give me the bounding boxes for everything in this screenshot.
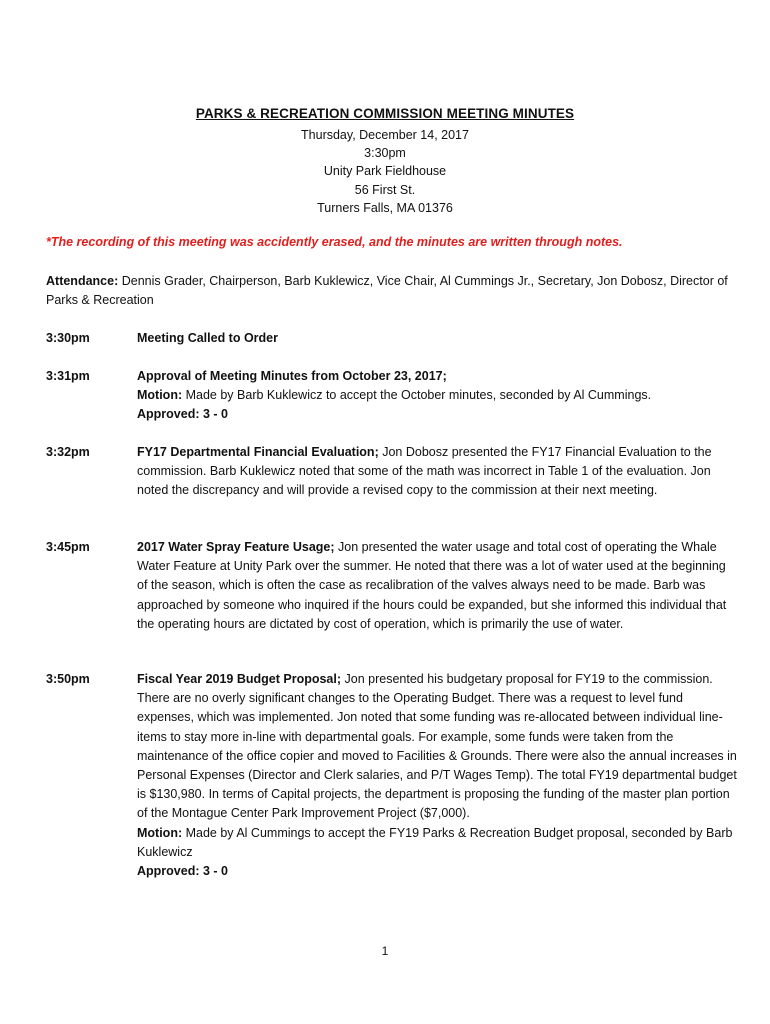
item-text: Jon presented the water usage and total cost of operating the Whale Water Feature at Unity Park over the summer. He noted that there was a lot of water used at the beginning of the season, which is often the case as recalibration of the valves always need to be made. Barb was approached by someone who inquired if the hours could be expanded, but she informed this individual that the operating hours are dictated by cost of operation, which is primarily the use of water.	[137, 540, 727, 631]
item-approved: Approved: 3 - 0	[137, 864, 228, 879]
attendance-text: Dennis Grader, Chairperson, Barb Kuklewicz, Vice Chair, Al Cummings Jr., Secretary, Jon Dobosz, Director of Parks & Recreation	[46, 274, 728, 307]
meeting-venue: Unity Park Fieldhouse	[323, 164, 447, 179]
item-heading: Meeting Called to Order	[137, 331, 278, 345]
recording-note: *The recording of this meeting was accidently erased, and the minutes are written through notes.	[46, 235, 623, 249]
document-title: PARKS & RECREATION COMMISSION MEETING MINUTES	[195, 106, 575, 121]
item-approved: Approved: 3 - 0	[137, 407, 228, 422]
item-time: 3:50pm	[46, 672, 90, 686]
page-number: 1	[381, 944, 389, 958]
meeting-city: Turners Falls, MA 01376	[317, 200, 453, 215]
item-body	[137, 329, 737, 348]
item-motion	[137, 824, 737, 862]
item-heading: FY17 Departmental Financial Evaluation;	[137, 445, 379, 459]
motion-text: Made by Barb Kuklewicz to accept the October minutes, seconded by Al Cummings.	[185, 388, 652, 403]
item-body	[137, 538, 737, 634]
item-text: Jon Dobosz presented the FY17 Financial Evaluation to the commission. Barb Kuklewicz noted that some of the math was incorrect in Table 1 of the evaluation. Jon noted the discrepancy and will provide a revised copy to the commission at their next meeting.	[137, 445, 712, 498]
item-heading: 2017 Water Spray Feature Usage;	[137, 540, 335, 554]
meeting-header	[0, 126, 770, 217]
motion-text: Made by Al Cummings to accept the FY19 Parks & Recreation Budget proposal, seconded by Barb Kuklewicz	[137, 825, 733, 859]
item-time: 3:32pm	[46, 445, 90, 459]
item-heading: Approval of Meeting Minutes from October 23, 2017;	[137, 369, 447, 383]
item-body	[137, 670, 737, 881]
item-motion	[137, 386, 737, 405]
item-time: 3:30pm	[46, 331, 90, 345]
item-body	[137, 443, 737, 501]
meeting-street: 56 First St.	[354, 182, 416, 197]
meeting-time: 3:30pm	[364, 146, 406, 161]
motion-label: Motion:	[137, 388, 183, 403]
item-time: 3:31pm	[46, 369, 90, 383]
item-text: Jon presented his budgetary proposal for FY19 to the commission. There are no overly significant changes to the Operating Budget. There was a request to level fund expenses, which was implemented. Jon noted that some funding was re-allocated between individual line-items to stay more in-line with departmental goals. For example, some funds were taken from the maintenance of the office copier and moved to Facilities & Grounds. There were also the annual increases in Personal Expenses (Director and Clerk salaries, and P/T Wages Temp). The total FY19 departmental budget is $130,980. In terms of Capital projects, the department is proposing the funding of the master plan portion of the Montague Center Park Improvement Project ($7,000).	[137, 672, 737, 821]
item-body	[137, 367, 737, 425]
motion-label: Motion:	[137, 825, 183, 840]
item-time: 3:45pm	[46, 540, 90, 554]
item-heading: Fiscal Year 2019 Budget Proposal;	[137, 672, 342, 686]
attendance-label: Attendance:	[46, 274, 119, 288]
attendance-paragraph	[46, 272, 736, 310]
meeting-date: Thursday, December 14, 2017	[301, 128, 469, 142]
